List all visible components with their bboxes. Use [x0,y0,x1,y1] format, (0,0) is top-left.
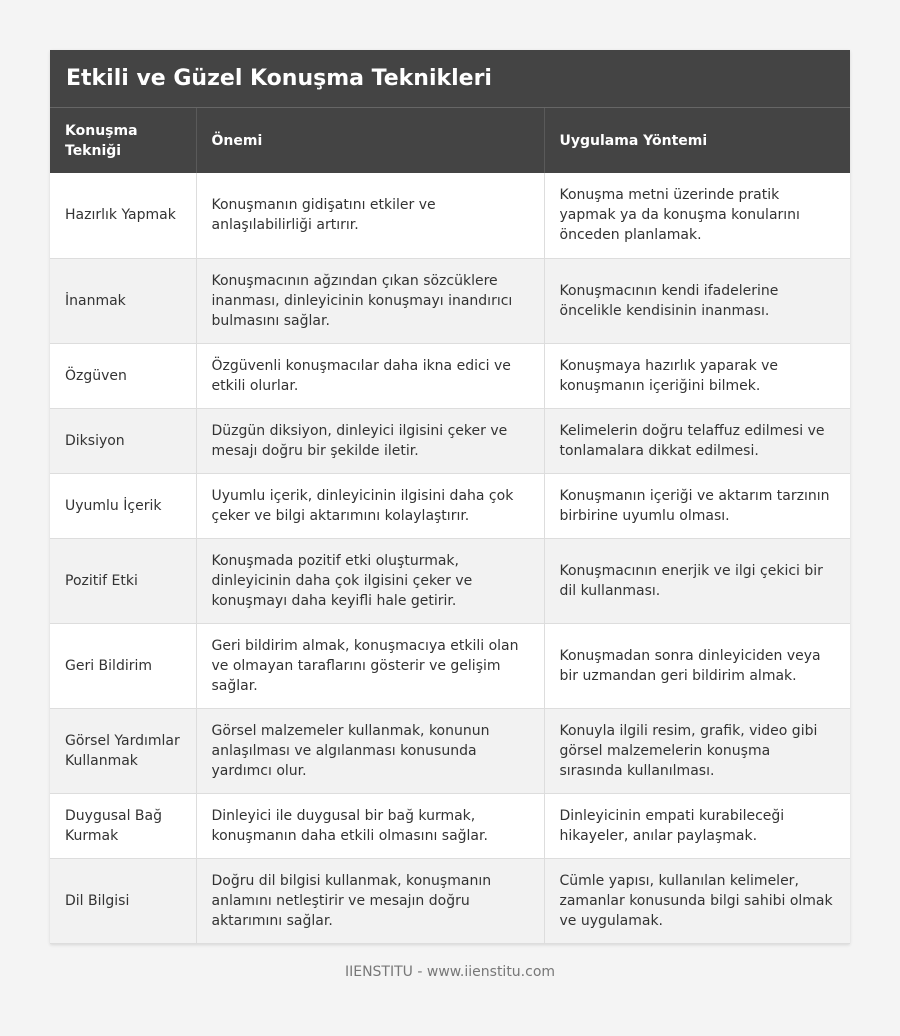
table-row [50,408,850,473]
table-row [50,473,850,538]
cell-method: Konuşmacının kendi ifadelerine öncelikle kendisinin inanması. [544,258,850,343]
cell-importance: Dinleyici ile duygusal bir bağ kurmak, konuşmanın daha etkili olmasını sağlar. [196,793,544,858]
cell-method: Kelimelerin doğru telaffuz edilmesi ve tonlamalara dikkat edilmesi. [544,408,850,473]
column-header-importance: Önemi [196,108,544,173]
cell-importance: Uyumlu içerik, dinleyicinin ilgisini daha çok çeker ve bilgi aktarımını kolaylaştırır. [196,473,544,538]
cell-importance: Görsel malzemeler kullanmak, konunun anlaşılması ve algılanması konusunda yardımcı olur. [196,708,544,793]
cell-technique: Hazırlık Yapmak [50,173,196,258]
cell-importance: Düzgün diksiyon, dinleyici ilgisini çeker ve mesajı doğru bir şekilde iletir. [196,408,544,473]
techniques-table [50,108,850,944]
cell-technique: Uyumlu İçerik [50,473,196,538]
table-header-row [50,108,850,173]
cell-technique: Diksiyon [50,408,196,473]
cell-technique: İnanmak [50,258,196,343]
techniques-table-card [50,50,850,944]
cell-importance: Konuşmada pozitif etki oluşturmak, dinleyicinin daha çok ilgisini çeker ve konuşmayı daha keyifli hale getirir. [196,538,544,623]
cell-importance: Özgüvenli konuşmacılar daha ikna edici ve etkili olurlar. [196,343,544,408]
cell-technique: Pozitif Etki [50,538,196,623]
cell-technique: Geri Bildirim [50,623,196,708]
cell-method: Konuşma metni üzerinde pratik yapmak ya da konuşma konularını önceden planlamak. [544,173,850,258]
table-row [50,793,850,858]
cell-method: Konuşmaya hazırlık yaparak ve konuşmanın içeriğini bilmek. [544,343,850,408]
cell-method: Konuşmanın içeriği ve aktarım tarzının birbirine uyumlu olması. [544,473,850,538]
cell-technique: Özgüven [50,343,196,408]
column-header-technique: Konuşma Tekniği [50,108,196,173]
cell-technique: Duygusal Bağ Kurmak [50,793,196,858]
cell-method: Konuşmacının enerjik ve ilgi çekici bir dil kullanması. [544,538,850,623]
cell-importance: Geri bildirim almak, konuşmacıya etkili olan ve olmayan taraflarını gösterir ve gelişim sağlar. [196,623,544,708]
column-header-method: Uygulama Yöntemi [544,108,850,173]
cell-method: Dinleyicinin empati kurabileceği hikayeler, anılar paylaşmak. [544,793,850,858]
cell-method: Konuyla ilgili resim, grafik, video gibi görsel malzemelerin konuşma sırasında kullanılması. [544,708,850,793]
table-row [50,173,850,258]
cell-method: Cümle yapısı, kullanılan kelimeler, zamanlar konusunda bilgi sahibi olmak ve uygulamak. [544,858,850,943]
cell-method: Konuşmadan sonra dinleyiciden veya bir uzmandan geri bildirim almak. [544,623,850,708]
table-row [50,623,850,708]
table-title: Etkili ve Güzel Konuşma Teknikleri [50,50,850,108]
table-row [50,343,850,408]
cell-importance: Konuşmacının ağzından çıkan sözcüklere inanması, dinleyicinin konuşmayı inandırıcı bulmasını sağlar. [196,258,544,343]
table-row [50,708,850,793]
cell-importance: Doğru dil bilgisi kullanmak, konuşmanın anlamını netleştirir ve mesajın doğru aktarımını sağlar. [196,858,544,943]
table-row [50,258,850,343]
cell-technique: Dil Bilgisi [50,858,196,943]
cell-importance: Konuşmanın gidişatını etkiler ve anlaşılabilirliği artırır. [196,173,544,258]
footer-credit: IIENSTITU - www.iienstitu.com [344,964,556,980]
table-row [50,538,850,623]
cell-technique: Görsel Yardımlar Kullanmak [50,708,196,793]
table-row [50,858,850,943]
